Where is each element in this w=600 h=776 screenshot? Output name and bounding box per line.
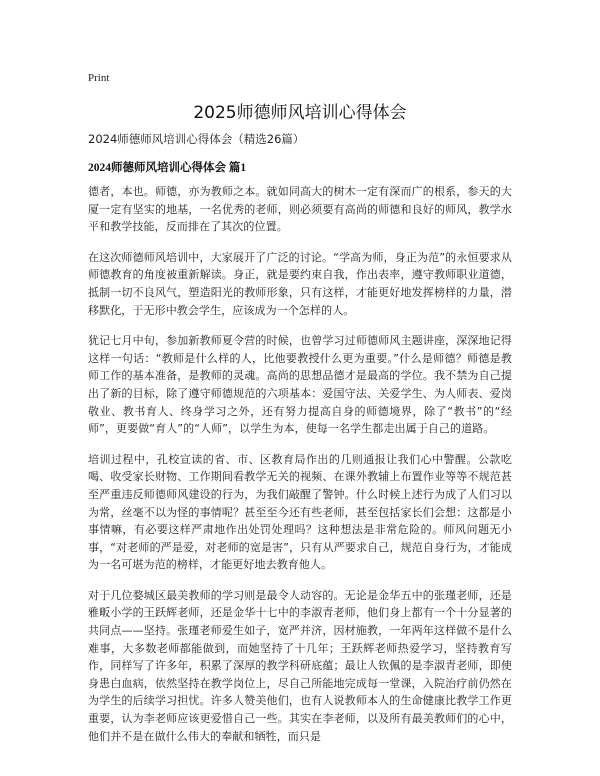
paragraph: 德者，本也。师德，亦为教师之本。就如同高大的树木一定有深而广的根系，参天的大厦一定有坚实的地基，一名优秀的老师，则必须要有高尚的师德和良好的师风，教学水平和教学技能，反而排在了其次的位置。: [88, 185, 512, 234]
document-subtitle: 2024师德师风培训心得体会（精选26篇）: [88, 132, 305, 146]
paragraph: 在这次师德师风培训中，大家展开了广泛的讨论。“学高为师，身正为范”的永恒要求从师德教育的角度被重新解读。身正，就是要约束自我，作出表率，遵守教师职业道德，抵制一切不良风气，塑造阳光的教师形象，只有这样，才能更好地发挥榜样的力量，潜移默化，于无形中教会学生，应该成为一个怎样的人。: [88, 250, 512, 317]
document-title: 2025师德师风培训心得体会: [193, 103, 407, 123]
document-body: [88, 183, 512, 758]
paragraph: 犹记七月中旬，参加新教师夏令营的时候，也曾学习过师德师风主题讲座，深深地记得这样一句话：“教师是什么样的人，比他要教授什么更为重要。”什么是师德？师德是教师工作的基本准备，是教师的灵魂。高尚的思想品德才是最高的学位。我不禁为自己提出了新的目标，除了遵守师德规范的六项基本：爱国守法、关爱学生、为人师表、爱岗敬业、教书育人、终身学习之外，还有努力提高自身的师德境界，除了“教书”的“经师”，更要做“育人”的“人师”，以学生为本，使每一名学生都走出属于自己的道路。: [88, 334, 512, 436]
print-label: Print: [88, 72, 110, 84]
paragraph: 培训过程中，孔校宣读的省、市、区教育局作出的几则通报让我们心中警醒。公款吃喝、收受家长财物、工作期间看教学无关的视频、在课外教辅上布置作业等等不规范甚至严重违反师德师风建设的行为，为我们敲醒了警钟。什么时候上述行为成了人们习以为常，丝毫不以为怪的事情呢？甚至至今还有些老师，甚至包括家长们会想：这都是小事情嘛，有必要这样严肃地作出处罚处理吗？这种想法是非常危险的。师风问题无小事，“对老师的严是爱，对老师的宽是害”，只有从严要求自己，规范自身行为，才能成为一名可堪为范的榜样，才能更好地去教育他人。: [88, 452, 512, 572]
section-heading: 2024师德师风培训心得体会 篇1: [88, 162, 247, 174]
paragraph: 对于几位婺城区最美教师的学习则是最令人动容的。无论是金华五中的张瑾老师，还是雅畈小学的王跃辉老师，还是金华十七中的李淑青老师，他们身上都有一个十分显著的共同点——坚持。张瑾老师爱生如子，宽严并济，因材施教，一年两年这样做不是什么难事，大多数老师都能做到，而她坚持了十几年；王跃辉老师热爱学习，坚持教育写作，同样写了许多年，积累了深厚的教学科研底蕴；最让人钦佩的是李淑青老师，即使身患白血病，依然坚持在教学岗位上，尽自己所能地完成每一堂课，入院治疗前仍然在为学生的后续学习担忧。许多人赞美他们，也有人说教师本人的生命健康比教学工作更重要，认为李老师应该更爱惜自己一些。其实在李老师，以及所有最美教师们的心中，他们并不是在做什么伟大的奉献和牺牲，而只是: [88, 588, 512, 743]
